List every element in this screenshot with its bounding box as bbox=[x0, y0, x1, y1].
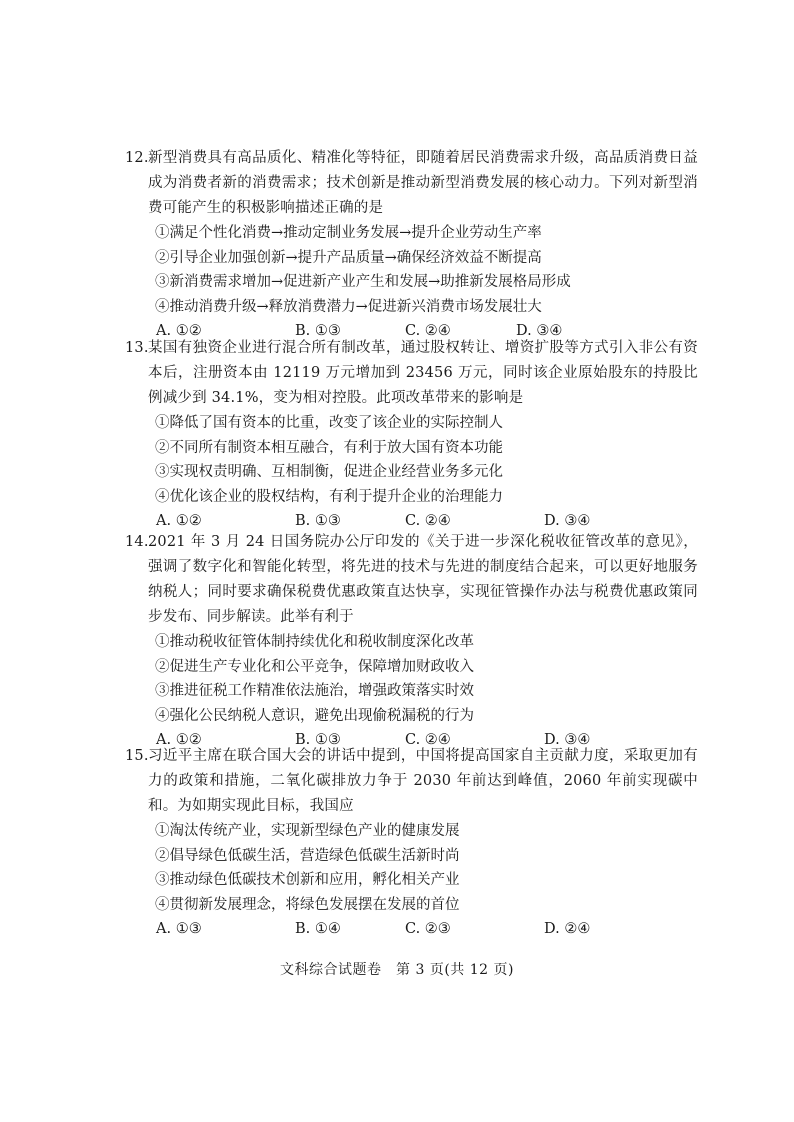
question-14 bbox=[125, 530, 698, 753]
statement-2: ②促进生产专业化和公平竞争，保障增加财政收入 bbox=[155, 658, 474, 675]
choice-a[interactable]: A. ①② bbox=[156, 732, 202, 749]
choice-c[interactable]: C. ②④ bbox=[405, 732, 451, 749]
question-15 bbox=[125, 744, 698, 942]
page-footer: 文科综合试题卷 第 3 页(共 12 页) bbox=[280, 962, 514, 978]
statement-2: ②倡导绿色低碳生活，营造绿色低碳生活新时尚 bbox=[155, 847, 460, 864]
answer-choices bbox=[128, 917, 698, 942]
statement-2: ②不同所有制资本相互融合，有利于放大国有资本功能 bbox=[155, 439, 503, 456]
question-number: 12. bbox=[125, 150, 149, 166]
question-12 bbox=[125, 146, 698, 344]
choice-b[interactable]: B. ①③ bbox=[295, 323, 341, 340]
statement-3: ③推动绿色低碳技术创新和应用，孵化相关产业 bbox=[155, 872, 460, 889]
question-number: 13. bbox=[125, 340, 149, 356]
choice-a[interactable]: A. ①② bbox=[156, 323, 202, 340]
statement-4: ④强化公民纳税人意识，避免出现偷税漏税的行为 bbox=[155, 707, 474, 724]
question-number: 15. bbox=[125, 748, 149, 764]
statement-3: ③推进征税工作精准依法施治，增强政策落实时效 bbox=[155, 683, 474, 700]
question-text: 习近平主席在联合国大会的讲话中提到，中国将提高国家自主贡献力度，采取更加有力的政策和措施，二氧化碳排放力争于 2030 年前达到峰值，2060 年前实现碳中和。为如期实现此目标，我国应 bbox=[148, 748, 698, 814]
choice-d[interactable]: D. ③④ bbox=[544, 732, 591, 749]
statement-2: ②引导企业加强创新→提升产品质量→确保经济效益不断提高 bbox=[155, 249, 542, 266]
choice-c[interactable]: C. ②④ bbox=[405, 513, 451, 530]
choice-c[interactable]: C. ②③ bbox=[405, 921, 451, 938]
question-stem bbox=[125, 146, 698, 221]
statement-1: ①降低了国有资本的比重，改变了该企业的实际控制人 bbox=[155, 415, 503, 431]
question-stem bbox=[125, 530, 698, 630]
choice-d[interactable]: D. ③④ bbox=[544, 513, 591, 530]
statement-3: ③新消费需求增加→促进新产业产生和发展→助推新发展格局形成 bbox=[155, 274, 571, 291]
choice-b[interactable]: B. ①④ bbox=[295, 921, 341, 938]
question-stem bbox=[125, 336, 698, 411]
statement-4: ④推动消费升级→释放消费潜力→促进新兴消费市场发展壮大 bbox=[155, 298, 542, 315]
statement-1: ①淘汰传统产业，实现新型绿色产业的健康发展 bbox=[155, 823, 460, 839]
statement-4: ④贯彻新发展理念，将绿色发展摆在发展的首位 bbox=[155, 896, 460, 913]
choice-c[interactable]: C. ②④ bbox=[405, 323, 451, 340]
question-text: 2021 年 3 月 24 日国务院办公厅印发的《关于进一步深化税收征管改革的意见》，强调了数字化和智能化转型，将先进的技术与先进的制度结合起来，可以更好地服务纳税人；同时要求确保税费优惠政策直达快享，实现征管操作办法与税费优惠政策同步发布、同步解读。此举有利于 bbox=[148, 534, 698, 625]
choice-d[interactable]: D. ③④ bbox=[516, 323, 563, 340]
choice-a[interactable]: A. ①② bbox=[156, 513, 202, 530]
question-13 bbox=[125, 336, 698, 534]
choice-b[interactable]: B. ①③ bbox=[295, 513, 341, 530]
statement-1: ①满足个性化消费→推动定制业务发展→提升企业劳动生产率 bbox=[155, 225, 542, 241]
choice-b[interactable]: B. ①③ bbox=[295, 732, 341, 749]
question-text: 新型消费具有高品质化、精准化等特征，即随着居民消费需求升级，高品质消费日益成为消费者新的消费需求；技术创新是推动新型消费发展的核心动力。下列对新型消费可能产生的积极影响描述正确的是 bbox=[148, 150, 698, 216]
statement-1: ①推动税收征管体制持续优化和税收制度深化改革 bbox=[155, 634, 474, 650]
statement-4: ④优化该企业的股权结构，有利于提升企业的治理能力 bbox=[155, 488, 503, 505]
question-stem bbox=[125, 744, 698, 819]
choice-d[interactable]: D. ②④ bbox=[544, 921, 591, 938]
statement-3: ③实现权责明确、互相制衡，促进企业经营业务多元化 bbox=[155, 464, 503, 481]
question-text: 某国有独资企业进行混合所有制改革，通过股权转让、增资扩股等方式引入非公有资本后，注册资本由 12119 万元增加到 23456 万元，同时该企业原始股东的持股比例减少到 34.1%，变为相对控股。此项改革带来的影响是 bbox=[148, 340, 698, 406]
choice-a[interactable]: A. ①③ bbox=[156, 921, 202, 938]
question-number: 14. bbox=[125, 534, 149, 550]
